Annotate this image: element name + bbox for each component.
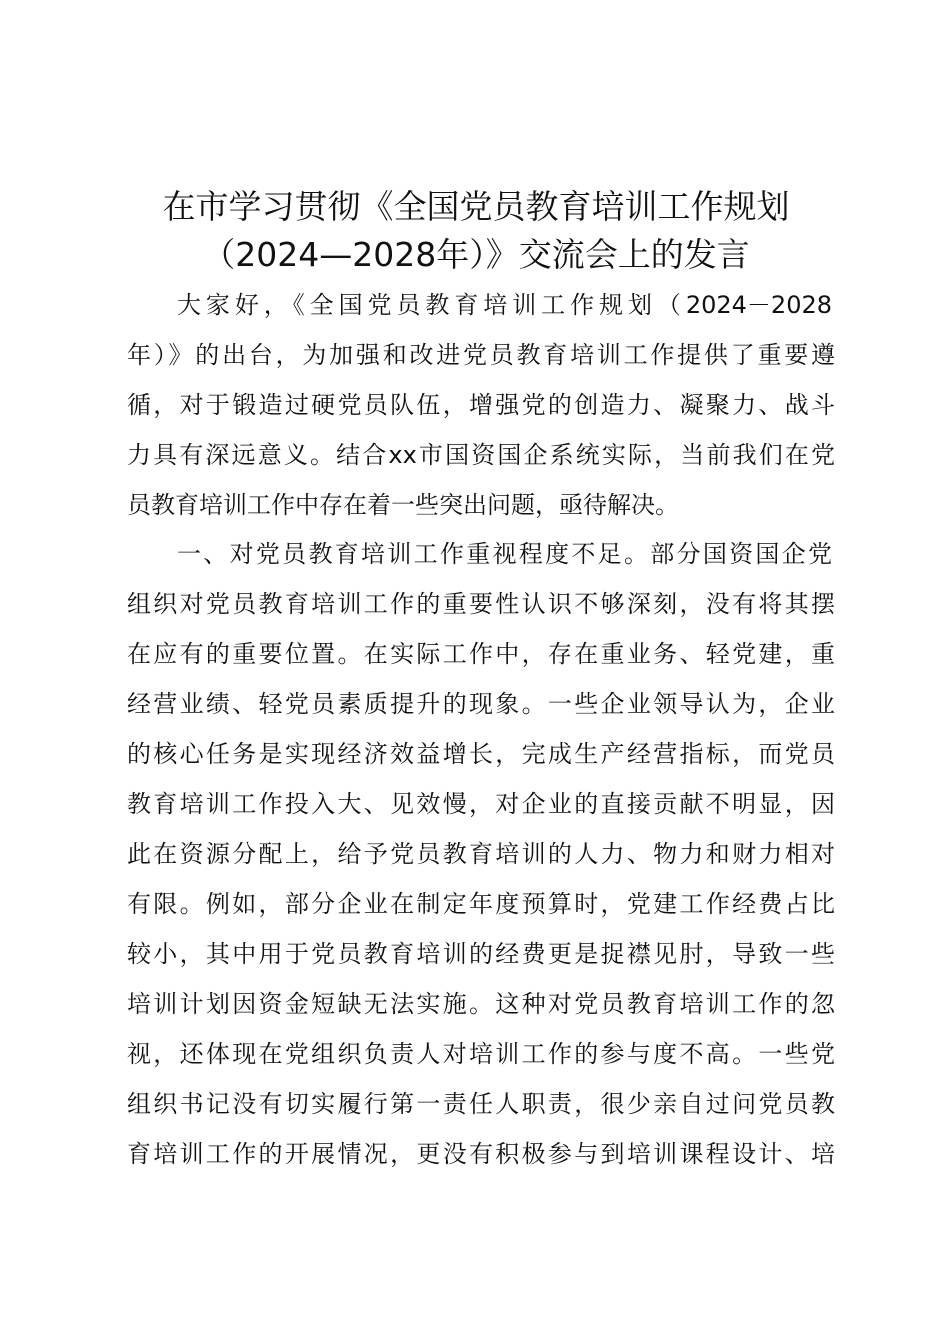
paragraph-line: 教育培训工作投入大、见效慢，对企业的直接贡献不明显，因 bbox=[127, 790, 835, 818]
paragraph-line: 此在资源分配上，给予党员教育培训的人力、物力和财力相对 bbox=[127, 840, 835, 868]
title-line-2: （2024—2028年）》交流会上的发言 bbox=[202, 235, 750, 274]
paragraph-line: 力具有深远意义。结合xx市国资国企系统实际，当前我们在党 bbox=[127, 441, 835, 469]
paragraph-line: 一、对党员教育培训工作重视程度不足。部分国资国企党 bbox=[177, 540, 832, 568]
paragraph-line: 视，还体现在党组织负责人对培训工作的参与度不高。一些党 bbox=[127, 1040, 835, 1068]
paragraph-line: 循，对于锻造过硬党员队伍，增强党的创造力、凝聚力、战斗 bbox=[127, 391, 835, 419]
paragraph-line: 培训计划因资金短缺无法实施。这种对党员教育培训工作的忽 bbox=[127, 990, 835, 1018]
paragraph-line: 经营业绩、轻党员素质提升的现象。一些企业领导认为，企业 bbox=[127, 690, 835, 718]
title-line-1: 在市学习贯彻《全国党员教育培训工作规划 bbox=[162, 187, 790, 226]
paragraph-line: 组织书记没有切实履行第一责任人职责，很少亲自过问党员教 bbox=[127, 1090, 835, 1118]
paragraph-line: 有限。例如，部分企业在制定年度预算时，党建工作经费占比 bbox=[127, 890, 835, 918]
paragraph-line: 大家好，《全国党员教育培训工作规划（2024－2028 bbox=[177, 291, 832, 319]
document-title bbox=[120, 183, 832, 279]
paragraph-line: 年）》的出台，为加强和改进党员教育培训工作提供了重要遵 bbox=[127, 341, 835, 369]
paragraph-line: 的核心任务是实现经济效益增长，完成生产经营指标，而党员 bbox=[127, 740, 835, 768]
paragraph-line: 员教育培训工作中存在着一些突出问题，亟待解决。 bbox=[127, 491, 679, 519]
paragraph-line: 较小，其中用于党员教育培训的经费更是捉襟见肘，导致一些 bbox=[127, 940, 835, 968]
paragraph-line: 在应有的重要位置。在实际工作中，存在重业务、轻党建，重 bbox=[127, 640, 835, 668]
paragraph-line: 组织对党员教育培训工作的重要性认识不够深刻，没有将其摆 bbox=[127, 590, 835, 618]
paragraph-line: 育培训工作的开展情况，更没有积极参与到培训课程设计、培 bbox=[127, 1140, 835, 1168]
